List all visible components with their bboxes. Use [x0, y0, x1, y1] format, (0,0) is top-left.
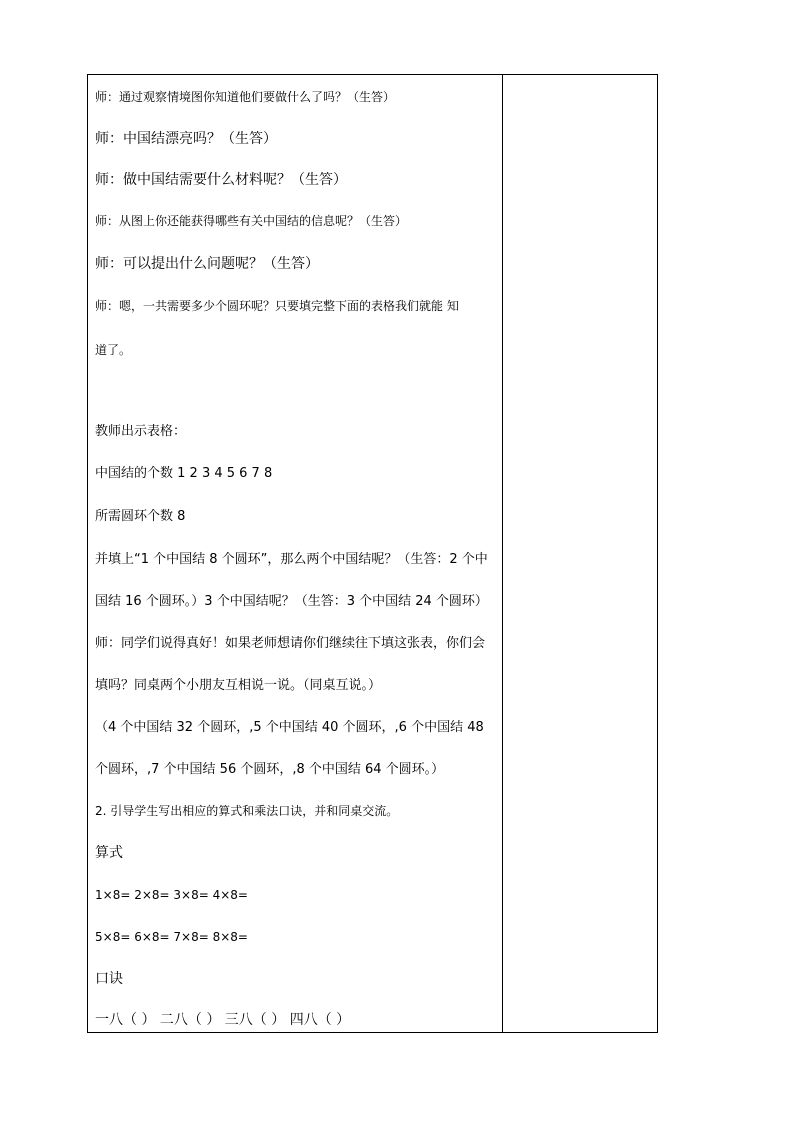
table-row-knots: 中国结的个数 1 2 3 4 5 6 7 8: [95, 466, 273, 481]
paragraph-line: 填吗？同桌两个小朋友互相说一说。（同桌互说。）: [95, 678, 382, 693]
paragraph-line: 并填上“1 个中国结 8 个圆环”，那么两个中国结呢？（生答：2 个中: [95, 552, 488, 567]
dialogue-line: 师：从图上你还能获得哪些有关中国结的信息呢？（生答）: [95, 214, 408, 228]
table-column-divider: [502, 74, 503, 1033]
section-label: 教师出示表格：: [95, 424, 187, 439]
paragraph-line: 师：同学们说得真好！如果老师想请你们继续往下填这张表，你们会: [95, 636, 486, 651]
dialogue-line: 师：可以提出什么问题呢？（生答）: [95, 256, 319, 272]
dialogue-line: 道了。: [95, 343, 132, 357]
paragraph-line: 国结 16 个圆环。）3 个中国结呢？（生答：3 个中国结 24 个圆环）: [95, 594, 488, 609]
dialogue-line: 师：做中国结需要什么材料呢？（生答）: [95, 172, 347, 188]
dialogue-line: 师：通过观察情境图你知道他们要做什么了吗？（生答）: [95, 90, 396, 104]
table-row-rings: 所需圆环个数 8: [95, 509, 186, 524]
paragraph-line: 个圆环，,7 个中国结 56 个圆环，,8 个中国结 64 个圆环。）: [95, 762, 445, 777]
dialogue-line: 师：嗯，一共需要多少个圆环呢？只要填完整下面的表格我们就能 知: [95, 299, 459, 313]
equation-line: 1×8= 2×8= 3×8= 4×8=: [95, 888, 248, 902]
equation-line: 5×8= 6×8= 7×8= 8×8=: [95, 930, 248, 944]
dialogue-line: 师：中国结漂亮吗？（生答）: [95, 131, 277, 147]
paragraph-line: （4 个中国结 32 个圆环，,5 个中国结 40 个圆环，,6 个中国结 48: [95, 720, 484, 735]
section-label: 算式: [95, 845, 123, 861]
formula-line: 一八（ ） 二八（ ） 三八（ ） 四八（ ）: [95, 1012, 351, 1028]
instruction-line: 2. 引导学生写出相应的算式和乘法口诀，并和同桌交流。: [95, 804, 399, 818]
section-label: 口诀: [95, 971, 123, 987]
